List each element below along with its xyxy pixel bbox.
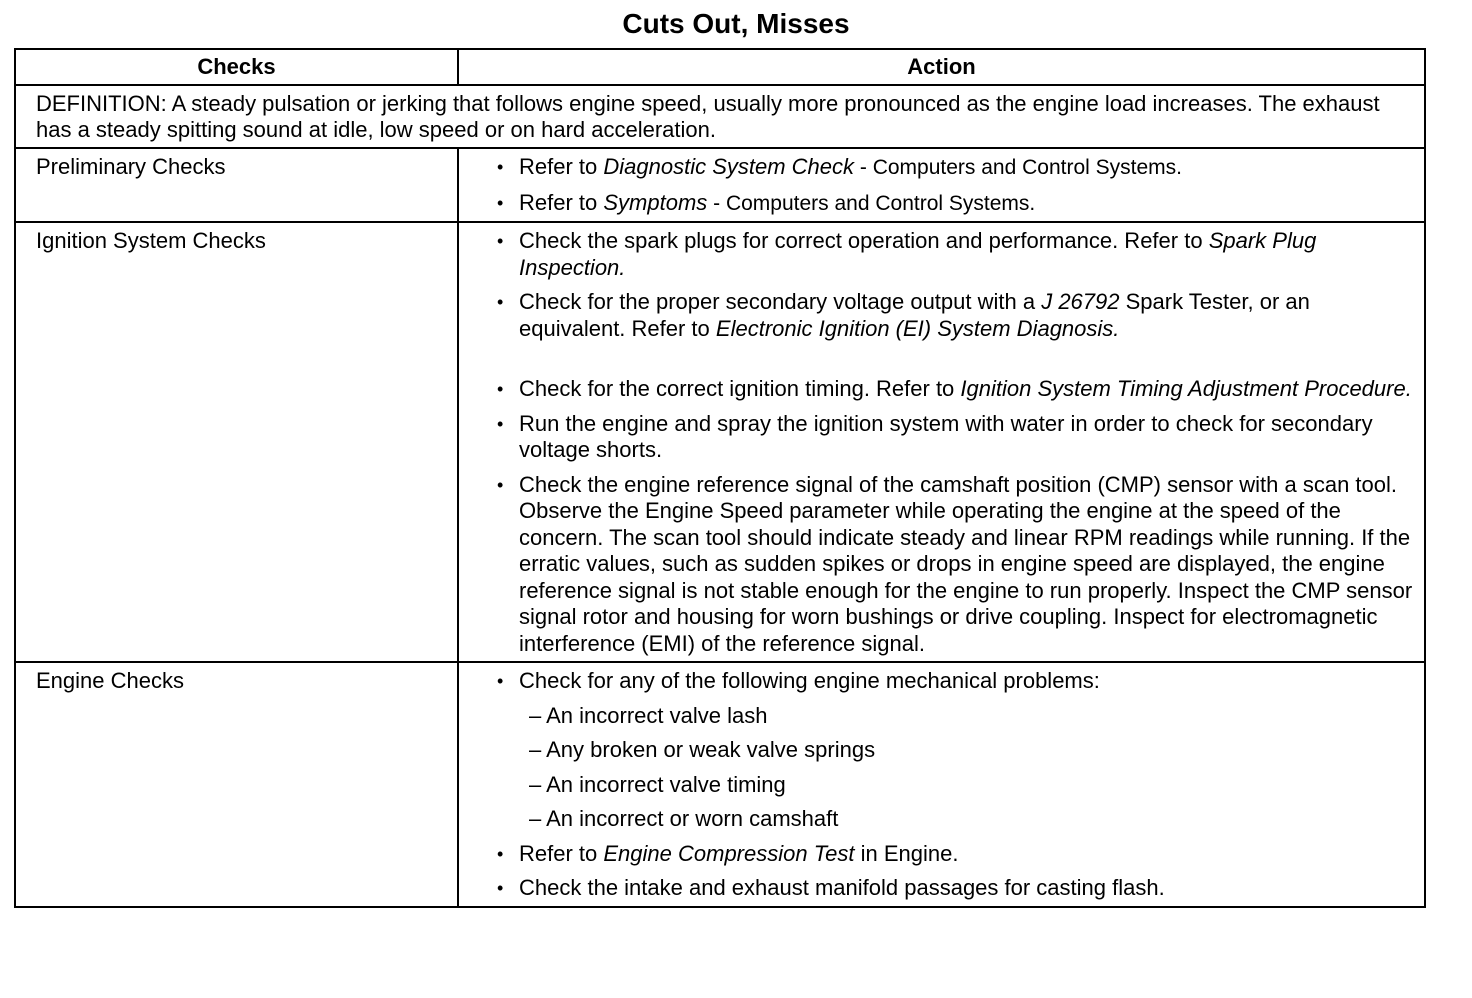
action-item: • Refer to Diagnostic System Check - Computers and Control Systems.	[497, 154, 1182, 179]
reference-link: Diagnostic System Check	[603, 154, 855, 179]
bullet-icon: •	[497, 379, 504, 399]
action-column-header: Action	[458, 49, 1425, 85]
check-label-engine: Engine Checks	[15, 662, 458, 907]
action-cell-preliminary	[458, 148, 1425, 222]
action-item: • Check for any of the following engine mechanical problems: – An incorrect valve lash – Any broken or weak valve springs – An incorrect valve timing – An incorrect or worn camshaft	[497, 668, 1414, 833]
reference-link: Engine Compression Test	[603, 840, 855, 866]
table-header-row	[15, 49, 1425, 85]
reference-link: Spark Plug Inspection.	[519, 228, 1317, 280]
check-label-preliminary: Preliminary Checks	[15, 148, 458, 222]
table-row	[15, 148, 1425, 222]
action-item: • Check the spark plugs for correct operation and performance. Refer to Spark Plug Inspection.	[497, 228, 1317, 280]
bullet-icon: •	[497, 413, 504, 434]
action-item: • Check the intake and exhaust manifold passages for casting flash.	[497, 875, 1165, 900]
bullet-icon: •	[497, 671, 504, 691]
table-row	[15, 662, 1425, 907]
sub-list-item: – An incorrect or worn camshaft	[529, 806, 839, 831]
action-item: • Check for the proper secondary voltage output with a J 26792 Spark Tester, or an equivalent. Refer to Electronic Ignition (EI) System Diagnosis.	[497, 289, 1310, 341]
bullet-icon: •	[497, 192, 504, 213]
definition-row	[15, 85, 1425, 148]
sub-list-item: – An incorrect valve timing	[529, 771, 786, 797]
reference-link: Electronic Ignition (EI) System Diagnosis.	[715, 315, 1120, 341]
sub-list	[529, 703, 1414, 833]
action-item: • Check for the correct ignition timing. Refer to Ignition System Timing Adjustment Procedure.	[497, 376, 1412, 401]
bullet-icon: •	[497, 843, 504, 864]
definition-text: DEFINITION: A steady pulsation or jerking that follows engine speed, usually more pronounced as the engine load increases. The exhaust has a steady spitting sound at idle, low speed or on hard acceleration.	[15, 85, 1425, 148]
check-label-ignition: Ignition System Checks	[15, 222, 458, 662]
reference-link: Ignition System Timing Adjustment Procedure.	[960, 376, 1412, 401]
action-item: • Run the engine and spray the ignition system with water in order to check for secondary voltage shorts.	[497, 410, 1373, 462]
action-cell-engine	[458, 662, 1425, 907]
action-item: • Refer to Symptoms - Computers and Control Systems.	[497, 189, 1036, 215]
diagnostic-table	[14, 48, 1426, 908]
sub-list-item: – Any broken or weak valve springs	[529, 737, 876, 762]
action-item: • Refer to Engine Compression Test in Engine.	[497, 840, 959, 866]
sub-list-item: – An incorrect valve lash	[529, 702, 768, 728]
table-row	[15, 222, 1425, 662]
bullet-icon: •	[497, 878, 504, 898]
bullet-icon: •	[497, 474, 504, 495]
bullet-icon: •	[497, 231, 504, 251]
action-item: • Check the engine reference signal of the camshaft position (CMP) sensor with a scan tool. Observe the Engine Speed parameter while operating the engine at the speed of the concern. The scan tool should indicate steady and linear RPM readings while running. If the erratic values, such as sudden spikes or drops in engine speed are displayed, the engine reference signal is not stable enough for the engine to run properly. Inspect the CMP sensor signal rotor and housing for worn bushings or drive coupling. Inspect for electromagnetic interference (EMI) of the reference signal.	[497, 471, 1413, 656]
reference-link: Symptoms	[603, 189, 708, 215]
bullet-icon: •	[497, 292, 504, 312]
page-title: Cuts Out, Misses	[622, 8, 850, 39]
bullet-icon: •	[497, 157, 504, 177]
action-cell-ignition	[458, 222, 1425, 662]
reference-link: J 26792	[1041, 289, 1120, 314]
checks-column-header: Checks	[15, 49, 458, 85]
